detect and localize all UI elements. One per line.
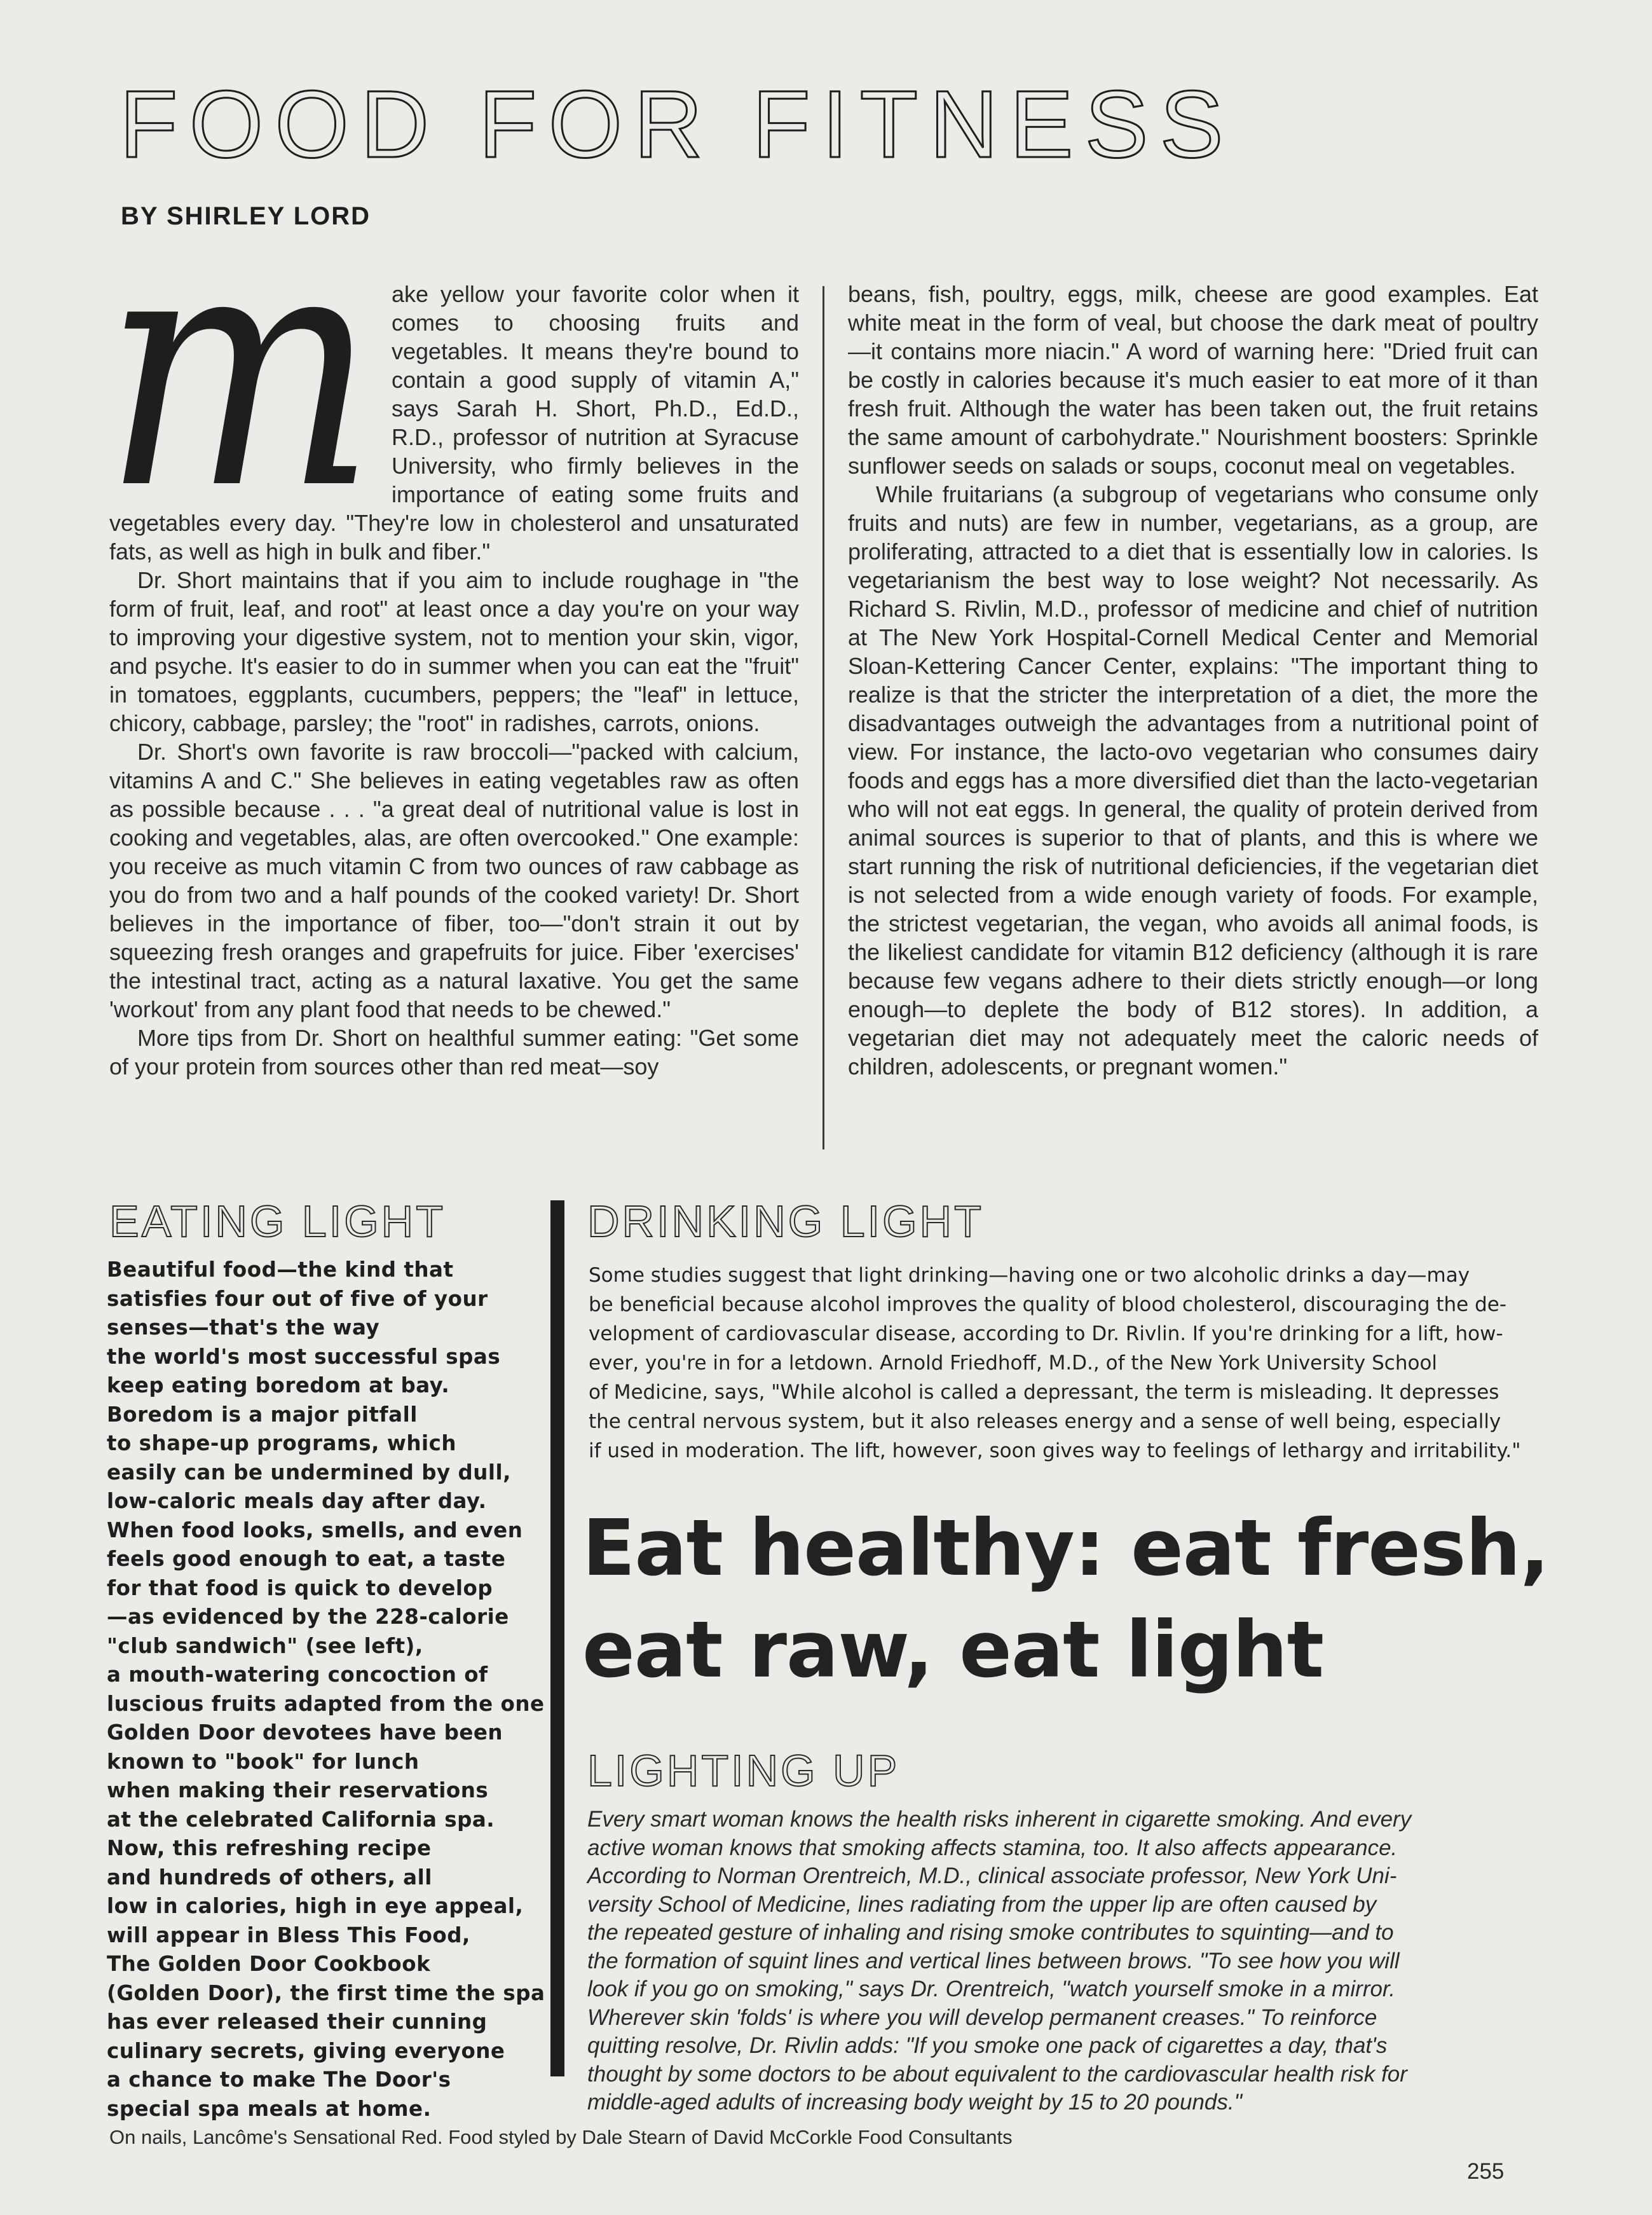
text-line: the repeated gesture of inhaling and rising smoke contributes to squinting—and to <box>587 1920 1394 1945</box>
text-line: velopment of cardiovascular disease, according to Dr. Rivlin. If you're drinking for a lift, how- <box>589 1322 1503 1345</box>
text-line: and hundreds of others, all <box>107 1865 432 1889</box>
drop-cap <box>103 273 383 509</box>
text-line: easily can be undermined by dull, <box>107 1460 512 1485</box>
text-line: versity School of Medicine, lines radiating from the upper lip are often caused by <box>587 1891 1377 1917</box>
text-line: when making their reservations <box>107 1778 489 1802</box>
text-line: the central nervous system, but it also releases energy and a sense of well being, especially <box>589 1410 1501 1433</box>
text-line: feels good enough to eat, a taste <box>107 1547 506 1571</box>
lighting-up-heading: LIGHTING UP <box>587 1746 900 1795</box>
text-line: for that food is quick to develop <box>107 1575 493 1600</box>
text-line: senses—that's the way <box>107 1315 380 1340</box>
vertical-rule <box>550 1200 564 2076</box>
text-line: a chance to make The Door's <box>107 2068 451 2092</box>
page-title: FOOD FOR FITNESS <box>119 71 1235 177</box>
lighting-up-text <box>587 1806 1534 2117</box>
headline-line-2: eat raw, eat light <box>582 1605 1324 1695</box>
text-line: low in calories, high in eye appeal, <box>107 1894 524 1918</box>
text-line: —as evidenced by the 228-calorie <box>107 1605 509 1629</box>
text-line: if used in moderation. The lift, however, soon gives way to feelings of lethargy and irritability." <box>589 1439 1521 1462</box>
text-line: active woman knows that smoking affects stamina, too. It also affects appearance. <box>587 1835 1398 1860</box>
text-line: low-caloric meals day after day. <box>107 1489 487 1513</box>
text-line: keep eating boredom at bay. <box>107 1373 450 1397</box>
text-line: will appear in Bless This Food, <box>107 1923 470 1947</box>
text-line: culinary secrets, giving everyone <box>107 2038 505 2063</box>
text-line: special spa meals at home. <box>107 2096 432 2121</box>
text-line: Beautiful food—the kind that <box>107 1258 454 1282</box>
column-divider <box>823 286 824 1149</box>
text-line: The Golden Door Cookbook <box>107 1952 431 1976</box>
text-line: Wherever skin 'folds' is where you will develop permanent creases." To reinforce <box>587 2005 1377 2030</box>
text-line: thought by some doctors to be about equivalent to the cardiovascular health risk for <box>587 2061 1407 2087</box>
eating-light-heading: EATING LIGHT <box>109 1197 446 1246</box>
text-line: Now, this refreshing recipe <box>107 1836 432 1860</box>
text-line: Every smart woman knows the health risks inherent in cigarette smoking. And every <box>587 1807 1412 1832</box>
text-line: Golden Door devotees have been <box>107 1720 503 1745</box>
text-line: look if you go on smoking," says Dr. Orentreich, "watch yourself smoke in a mirror. <box>587 1977 1396 2001</box>
text-line: at the celebrated California spa. <box>107 1807 495 1832</box>
article-column-right <box>848 280 1538 1081</box>
eating-light-sidebar <box>107 1256 545 2123</box>
article-paragraph: More tips from Dr. Short on healthful summer eating: "Get some of your protein from sources other than red meat—soy <box>109 1025 799 1080</box>
article-paragraph: Dr. Short maintains that if you aim to include roughage in "the form of fruit, leaf, and root" at least once a day you're on your way to improving your digestive system, not to mention your skin, vigor, and psyche. It's easier to do in summer when you can eat the "fruit" in tomatoes, eggplants, cucumbers, peppers; the "leaf" in lettuce, chicory, cabbage, parsley; the "root" in radishes, carrots, onions. <box>109 567 799 736</box>
text-line: a mouth-watering concoction of <box>107 1663 488 1687</box>
article-paragraph: While fruitarians (a subgroup of vegetarians who consume only fruits and nuts) are few in number, vegetarians, as a group, are proliferating, attracted to a diet that is essentially low in calories. Is vegetarianism the best way to lose weight? Not necessarily. As Richard S. Rivlin, M.D., professor of medicine and chief of nutrition at The New York Hospital-Cornell Medical Center and Memorial Sloan-Kettering Cancer Center, explains: "The important thing to realize is that the stricter the interpretation of a diet, the more the disadvantages outweigh the advantages from a nutritional point of view. For instance, the lacto-ovo vegetarian who consumes dairy foods and eggs has a more diversified diet than the lacto-vegetarian who will not eat eggs. In general, the quality of protein derived from animal sources is superior to that of plants, and this is where we start running the risk of nutritional deficiencies, if the vegetarian diet is not selected from a wide enough variety of foods. For example, the strictest vegetarian, the vegan, who avoids all animal foods, is the likeliest candidate for vitamin B12 deficiency (although it is rare because few vegans adhere to their diets strictly enough—or long enough—to deplete the body of B12 stores). In addition, a vegetarian diet may not adequately meet the caloric needs of children, adolescents, or pregnant women." <box>848 481 1538 1080</box>
drinking-light-heading: DRINKING LIGHT <box>587 1197 984 1246</box>
byline: BY SHIRLEY LORD <box>121 202 371 230</box>
article-paragraph: ake yellow your favorite color when it comes to choosing fruits and vegetables. It means they're bound to contain a good supply of vitamin A," says Sarah H. Short, Ph.D., Ed.D., R.D., professor of nutrition at Syracuse University, who firmly believes in the importance of eating some fruits and vegetables every day. "They're low in cholesterol and unsaturated fats, as well as high in bulk and fiber." <box>109 281 799 565</box>
page-number: 255 <box>1467 2159 1505 2184</box>
drop-cap-letter: m <box>103 273 376 509</box>
photo-caption: On nails, Lancôme's Sensational Red. Food styled by Dale Stearn of David McCorkle Food Consultants <box>109 2126 1013 2148</box>
text-line: "club sandwich" (see left), <box>107 1633 423 1658</box>
article-paragraph: beans, fish, poultry, eggs, milk, cheese are good examples. Eat white meat in the form of veal, but choose the dark meat of poultry—it contains more niacin." A word of warning here: "Dried fruit can be costly in calories because it's much easier to eat more of it than fresh fruit. Although the water has been taken out, the fruit retains the same amount of carbohydrate." Nourishment boosters: Sprinkle sunflower seeds on salads or soups, coconut meal on vegetables. <box>848 281 1538 479</box>
article-paragraph: Dr. Short's own favorite is raw broccoli—"packed with calcium, vitamins A and C." She believes in eating vegetables raw as often as possible because . . . "a great deal of nutritional value is lost in cooking and vegetables, alas, are often overcooked." One example: you receive as much vitamin C from two ounces of raw cabbage as you do from two and a half pounds of the cooked variety! Dr. Short believes in the importance of fiber, too—"don't strain it out by squeezing fresh oranges and grapefruits for juice. Fiber 'exercises' the intestinal tract, acting as a natural laxative. You get the same 'workout' from any plant food that needs to be chewed." <box>109 739 799 1022</box>
text-line: satisfies four out of five of your <box>107 1286 488 1311</box>
headline <box>582 1497 1549 1701</box>
headline-line-1: Eat healthy: eat fresh, <box>582 1503 1549 1593</box>
text-line: of Medicine, says, "While alcohol is called a depressant, the term is misleading. It depresses <box>589 1381 1499 1404</box>
text-line: quitting resolve, Dr. Rivlin adds: "If you smoke one pack of cigarettes a day, that's <box>587 2033 1388 2058</box>
text-line: ever, you're in for a letdown. Arnold Friedhoff, M.D., of the New York University School <box>589 1352 1438 1375</box>
text-line: the formation of squint lines and vertical lines between brows. "To see how you will <box>587 1948 1400 1973</box>
text-line: When food looks, smells, and even <box>107 1518 523 1542</box>
text-line: known to "book" for lunch <box>107 1749 420 1774</box>
text-line: luscious fruits adapted from the one <box>107 1691 545 1716</box>
text-line: Some studies suggest that light drinking—having one or two alcoholic drinks a day—may <box>589 1264 1470 1287</box>
drinking-light-text <box>589 1261 1536 1465</box>
article-column-left <box>103 273 799 1081</box>
text-line: to shape-up programs, which <box>107 1431 457 1455</box>
text-line: (Golden Door), the first time the spa <box>107 1980 545 2005</box>
text-line: has ever released their cunning <box>107 2010 488 2034</box>
text-line: the world's most successful spas <box>107 1344 501 1369</box>
text-line: be beneficial because alcohol improves the quality of blood cholesterol, discouraging the de- <box>589 1293 1507 1316</box>
text-line: Boredom is a major pitfall <box>107 1402 418 1427</box>
text-line: middle-aged adults of increasing body weight by 15 to 20 pounds." <box>587 2090 1243 2115</box>
drop-cap-glyph <box>103 273 383 509</box>
text-line: According to Norman Orentreich, M.D., clinical associate professor, New York Uni- <box>587 1863 1397 1888</box>
